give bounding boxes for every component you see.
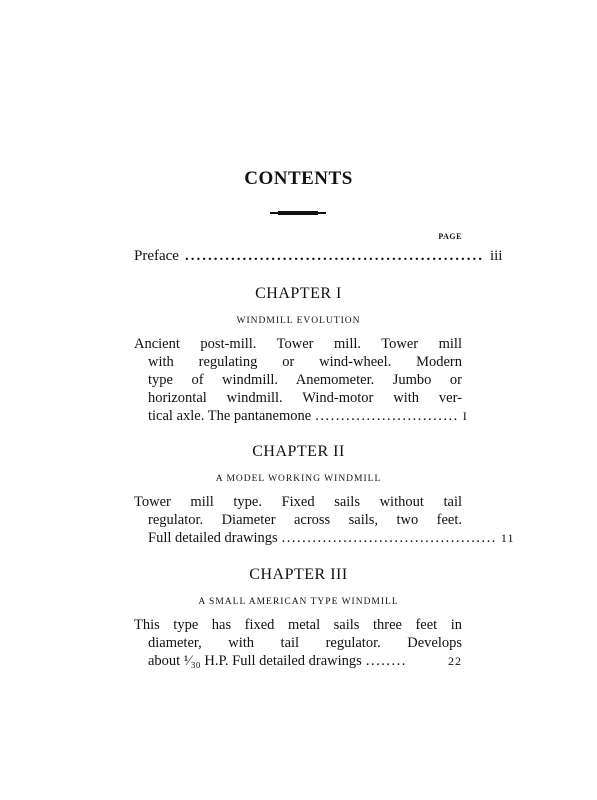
entry-line: diameter, with tail regulator. Develops xyxy=(148,635,462,651)
entry-line: Tower mill type. Fixed sails without tail xyxy=(134,494,462,510)
toc-entry-chapter-1[interactable] xyxy=(134,335,468,425)
chapter-subtitle-3: A SMALL AMERICAN TYPE WINDMILL xyxy=(198,597,399,607)
title-rule xyxy=(270,212,326,214)
page-column-heading: PAGE xyxy=(438,232,462,241)
dot-leader: .......................................... xyxy=(281,530,497,546)
dot-leader: .................................................... xyxy=(184,248,484,264)
dot-leader: ............................ xyxy=(315,408,459,424)
entry-line: with regulating or wind-wheel. Modern xyxy=(148,354,462,370)
entry-text: Full detailed drawings xyxy=(148,530,278,546)
toc-entry-chapter-3[interactable] xyxy=(134,616,462,670)
entry-text: tical axle. The pantanemone xyxy=(148,408,312,424)
dot-leader: ........ xyxy=(365,653,407,669)
entry-line-last xyxy=(134,407,468,425)
entry-line: Ancient post-mill. Tower mill. Tower mill xyxy=(134,336,462,352)
entry-line: type of windmill. Anemometer. Jumbo or xyxy=(148,372,462,388)
entry-line: regulator. Diameter across sails, two feet. xyxy=(148,512,462,528)
chapter-page-number: 11 xyxy=(500,531,515,545)
chapter-subtitle-1: WINDMILL EVOLUTION xyxy=(236,316,361,326)
entry-line: horizontal windmill. Wind-motor with ver- xyxy=(148,390,462,406)
chapter-page-number: I xyxy=(462,409,468,423)
chapter-heading-1: CHAPTER I xyxy=(255,285,342,302)
entry-text: about ¹⁄₃₀ H.P. Full detailed drawings xyxy=(148,653,362,669)
entry-line-last xyxy=(134,529,515,547)
toc-entry-chapter-2[interactable] xyxy=(134,493,515,547)
entry-line-last xyxy=(134,652,462,670)
preface-label: Preface xyxy=(134,248,179,264)
chapter-subtitle-2: A MODEL WORKING WINDMILL xyxy=(215,474,382,484)
chapter-page-number: 22 xyxy=(448,654,462,668)
toc-entry-preface[interactable] xyxy=(134,247,503,265)
page-title: CONTENTS xyxy=(244,168,353,189)
entry-line: This type has fixed metal sails three feet in xyxy=(134,617,462,633)
chapter-heading-3: CHAPTER III xyxy=(249,566,348,583)
preface-page-number: iii xyxy=(489,248,503,264)
chapter-heading-2: CHAPTER II xyxy=(252,443,345,460)
